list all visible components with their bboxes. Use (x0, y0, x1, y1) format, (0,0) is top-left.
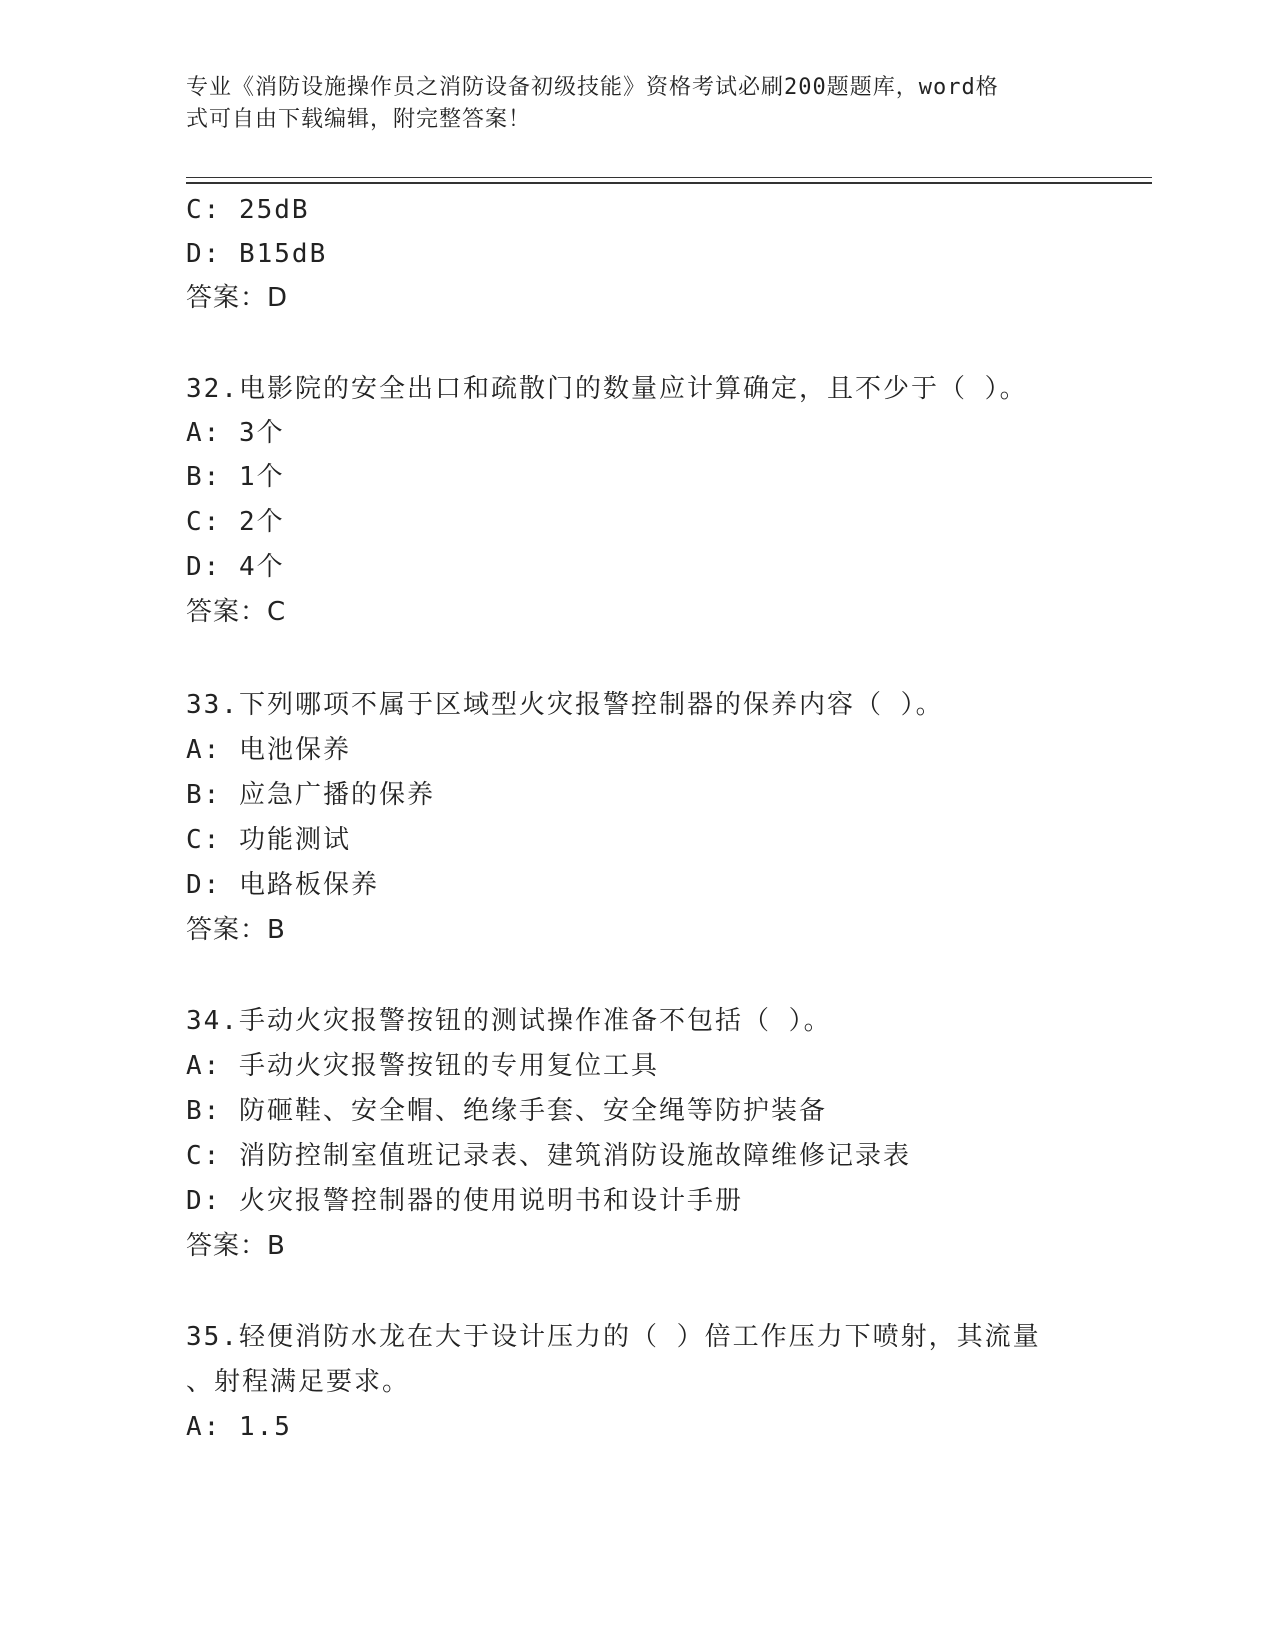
header-line-2: 式可自由下载编辑，附完整答案！ (186, 107, 532, 132)
q34-answer: 答案：B (186, 1231, 286, 1261)
q33-option-b: B: 应急广播的保养 (186, 780, 435, 810)
header-divider-thin (186, 177, 1152, 178)
q31-option-d: D: B15dB (186, 239, 328, 269)
q34-question: 34.手动火灾报警按钮的测试操作准备不包括（ ）。 (186, 1006, 832, 1036)
q33-option-c: C: 功能测试 (186, 825, 351, 855)
q31-option-c: C: 25dB (186, 195, 310, 225)
header-line-1: 专业《消防设施操作员之消防设备初级技能》资格考试必刷200题题库，word格 (186, 75, 999, 100)
q32-question: 32.电影院的安全出口和疏散门的数量应计算确定，且不少于（ ）。 (186, 374, 1028, 404)
q33-answer: 答案：B (186, 915, 286, 945)
q34-option-c: C: 消防控制室值班记录表、建筑消防设施故障维修记录表 (186, 1141, 911, 1171)
header-divider-thick (186, 182, 1152, 184)
q32-option-a: A: 3个 (186, 418, 285, 448)
q32-option-d: D: 4个 (186, 552, 285, 582)
q34-option-a: A: 手动火灾报警按钮的专用复位工具 (186, 1051, 659, 1081)
q31-answer: 答案：D (186, 283, 289, 313)
q33-option-d: D: 电路板保养 (186, 870, 379, 900)
q34-option-b: B: 防砸鞋、安全帽、绝缘手套、安全绳等防护装备 (186, 1096, 827, 1126)
q32-option-c: C: 2个 (186, 507, 285, 537)
q35-question-line-2: 、射程满足要求。 (186, 1367, 411, 1397)
q33-option-a: A: 电池保养 (186, 735, 351, 765)
q34-option-d: D: 火灾报警控制器的使用说明书和设计手册 (186, 1186, 743, 1216)
q35-option-a: A: 1.5 (186, 1412, 292, 1442)
q32-option-b: B: 1个 (186, 462, 285, 492)
q33-question: 33.下列哪项不属于区域型火灾报警控制器的保养内容（ ）。 (186, 690, 944, 720)
q35-question-line-1: 35.轻便消防水龙在大于设计压力的（ ）倍工作压力下喷射，其流量 (186, 1322, 1041, 1352)
document-header (186, 72, 1066, 136)
q32-answer: 答案：C (186, 597, 287, 627)
